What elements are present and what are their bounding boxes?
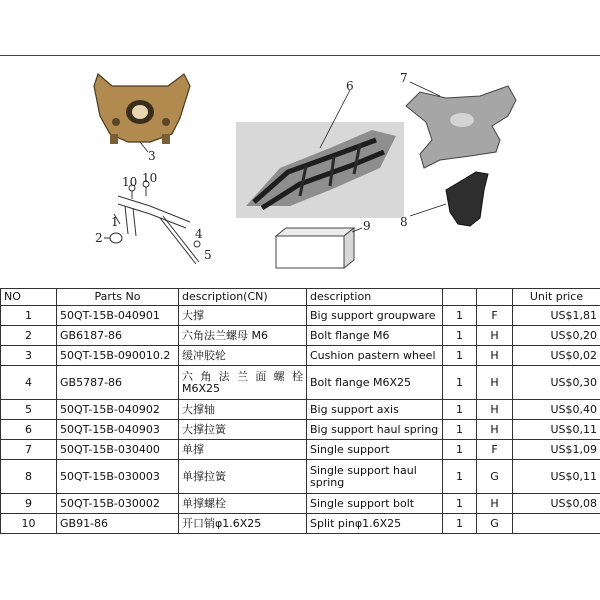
cell-unit-price: US$0,08 (513, 494, 600, 514)
cell-parts-no: 50QT-15B-030400 (57, 440, 179, 460)
cell-unit-price: US$0,20 (513, 326, 600, 346)
table-row (1, 326, 600, 346)
cell-description-cn: 大撑轴 (179, 400, 307, 420)
cell-description-cn: 六 角 法 兰 面 螺 栓 M6X25 (179, 366, 307, 400)
cell-no: 2 (1, 326, 57, 346)
parts-table (0, 288, 600, 534)
cell-code: H (477, 400, 513, 420)
cell-code: F (477, 306, 513, 326)
cell-code: G (477, 460, 513, 494)
table-row (1, 346, 600, 366)
haul-spring-cover-illustration (410, 172, 488, 226)
bracket-plate-illustration (94, 74, 190, 152)
cell-description-cn: 单撑拉簧 (179, 460, 307, 494)
cell-unit-price: US$1,81 (513, 306, 600, 326)
cell-description: Bolt flange M6 (307, 326, 443, 346)
cell-unit-price (513, 514, 600, 534)
cell-description: Split pinφ1.6X25 (307, 514, 443, 534)
header-qty (443, 289, 477, 306)
callout-7: 7 (400, 71, 408, 85)
cell-description: Big support haul spring (307, 420, 443, 440)
callout-1: 1 (111, 215, 119, 229)
cell-description: Bolt flange M6X25 (307, 366, 443, 400)
cell-no: 9 (1, 494, 57, 514)
callout-6: 6 (346, 79, 354, 93)
bolt-box-illustration (276, 228, 362, 268)
parts-illustration (0, 56, 600, 288)
cell-description: Big support axis (307, 400, 443, 420)
cell-description-cn: 缓冲胶轮 (179, 346, 307, 366)
cell-code: F (477, 440, 513, 460)
cell-parts-no: 50QT-15B-090010.2 (57, 346, 179, 366)
cell-no: 8 (1, 460, 57, 494)
cell-unit-price: US$0,02 (513, 346, 600, 366)
cell-description: Cushion pastern wheel (307, 346, 443, 366)
single-support-illustration (406, 82, 516, 168)
header-parts-no: Parts No (57, 289, 179, 306)
cell-description-cn: 大撑拉簧 (179, 420, 307, 440)
callout-5: 5 (204, 248, 212, 262)
header-description: description (307, 289, 443, 306)
cell-no: 6 (1, 420, 57, 440)
callout-8: 8 (400, 215, 408, 229)
table-row (1, 420, 600, 440)
cell-no: 4 (1, 366, 57, 400)
cell-unit-price: US$1,09 (513, 440, 600, 460)
cell-code: H (477, 366, 513, 400)
cell-qty: 1 (443, 514, 477, 534)
cell-parts-no: GB91-86 (57, 514, 179, 534)
cell-qty: 1 (443, 440, 477, 460)
cell-qty: 1 (443, 306, 477, 326)
callout-10b: 10 (142, 171, 158, 185)
cell-description: Big support groupware (307, 306, 443, 326)
cell-parts-no: 50QT-15B-030002 (57, 494, 179, 514)
cell-description: Single support haul spring (307, 460, 443, 494)
table-row (1, 366, 600, 400)
callout-3: 3 (148, 149, 156, 163)
cell-code: H (477, 420, 513, 440)
cell-qty: 1 (443, 326, 477, 346)
cell-qty: 1 (443, 494, 477, 514)
cell-description: Single support (307, 440, 443, 460)
table-row (1, 440, 600, 460)
cell-parts-no: 50QT-15B-040902 (57, 400, 179, 420)
cell-parts-no: 50QT-15B-040903 (57, 420, 179, 440)
cell-no: 1 (1, 306, 57, 326)
cell-code: G (477, 514, 513, 534)
parts-sheet (0, 55, 600, 546)
cell-unit-price: US$0,11 (513, 420, 600, 440)
table-row (1, 514, 600, 534)
callout-2: 2 (95, 231, 103, 245)
callout-4: 4 (195, 227, 203, 241)
cell-description-cn: 单撑螺栓 (179, 494, 307, 514)
cell-description-cn: 六角法兰螺母 M6 (179, 326, 307, 346)
frame-photo (236, 90, 404, 218)
callout-9: 9 (363, 219, 371, 233)
cell-description-cn: 开口销φ1.6X25 (179, 514, 307, 534)
cell-qty: 1 (443, 346, 477, 366)
table-row (1, 494, 600, 514)
cell-unit-price: US$0,11 (513, 460, 600, 494)
cell-qty: 1 (443, 420, 477, 440)
cell-no: 3 (1, 346, 57, 366)
table-row (1, 306, 600, 326)
header-description-cn: description(CN) (179, 289, 307, 306)
cell-no: 10 (1, 514, 57, 534)
header-code (477, 289, 513, 306)
cell-code: H (477, 326, 513, 346)
cell-parts-no: 50QT-15B-040901 (57, 306, 179, 326)
cell-qty: 1 (443, 400, 477, 420)
cell-description-cn: 单撑 (179, 440, 307, 460)
table-row (1, 400, 600, 420)
cell-unit-price: US$0,30 (513, 366, 600, 400)
cell-no: 7 (1, 440, 57, 460)
cell-description-cn: 大撑 (179, 306, 307, 326)
callout-10a: 10 (122, 175, 138, 189)
cell-parts-no: GB5787-86 (57, 366, 179, 400)
header-unit-price: Unit price (513, 289, 600, 306)
cell-unit-price: US$0,40 (513, 400, 600, 420)
cell-code: H (477, 346, 513, 366)
cell-code: H (477, 494, 513, 514)
cell-qty: 1 (443, 366, 477, 400)
cell-no: 5 (1, 400, 57, 420)
header-no: NO (1, 289, 57, 306)
table-row (1, 460, 600, 494)
cell-parts-no: GB6187-86 (57, 326, 179, 346)
cell-description: Single support bolt (307, 494, 443, 514)
table-header-row (1, 289, 600, 306)
cell-qty: 1 (443, 460, 477, 494)
cell-parts-no: 50QT-15B-030003 (57, 460, 179, 494)
